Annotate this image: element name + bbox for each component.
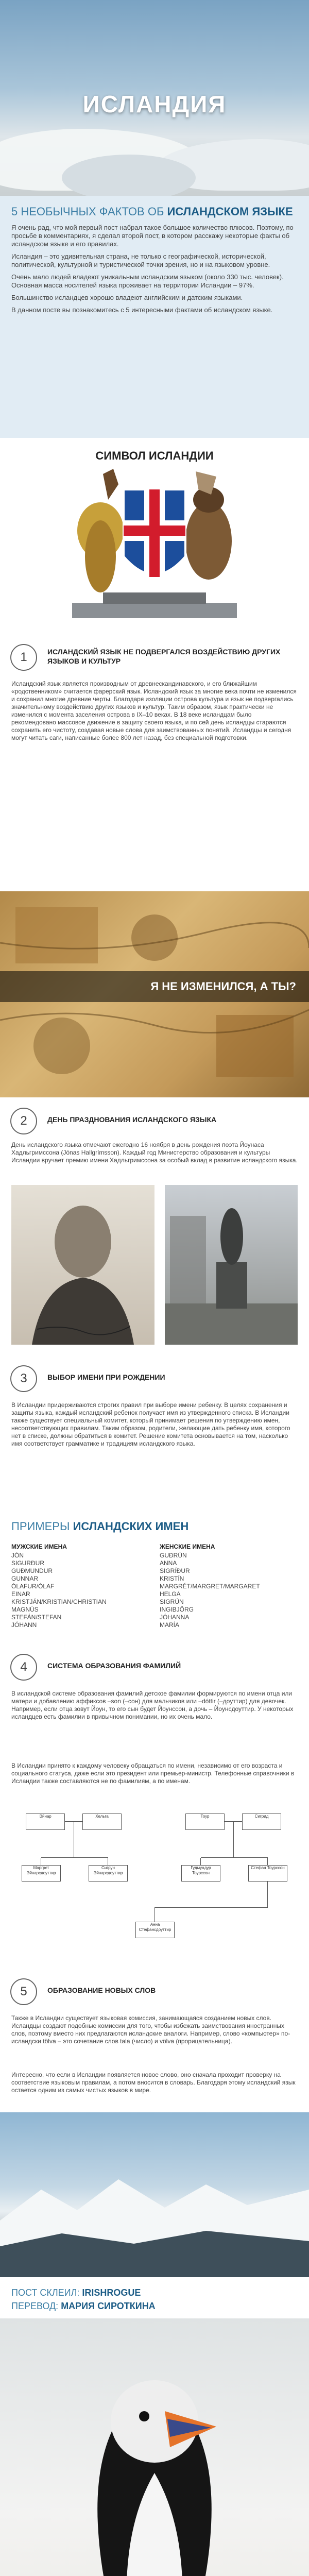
name-item: HELGA	[160, 1590, 181, 1598]
symbol-title: СИМВОЛ ИСЛАНДИИ	[95, 449, 214, 462]
tree-node: Сигрун Эйнарсдоуттир	[89, 1865, 128, 1882]
intro-heading-light: 5 НЕОБЫЧНЫХ ФАКТОВ ОБ	[11, 205, 164, 218]
name-item: INGIBJÖRG	[160, 1606, 194, 1613]
fact-5-text: Интересно, что если в Исландии появляется новое слово, оно сначала проходит проверку на соответствие языковым правилам, а потом вносится в словарь. Благодаря этому исландский язык остается одним из самых чистых языков в мире.	[11, 2071, 296, 2094]
coat-of-arms-image	[72, 469, 237, 623]
tree-node: Анна Стефансдоуттир	[135, 1922, 175, 1938]
names-heading-bold: ИСЛАНДСКИХ ИМЕН	[73, 1520, 189, 1533]
fact-5-text: Также в Исландии существует языковая комиссия, занимающаяся созданием новых слов. Исландцы создают подобные комиссии для того, чтобы избежать заимствования иностранных слов, поэтому вместо них предлагаются исландские аналоги. Например, слово «компьютер» по-исландски tölva – это сочетание слов tala (число) и völva (прорицательница).	[11, 2014, 290, 2045]
name-item: GUÐMUNDUR	[11, 1567, 53, 1574]
monument-drawing	[165, 1185, 298, 1345]
monument-image	[165, 1185, 298, 1345]
intro-heading	[11, 205, 298, 218]
intro-paragraph: В данном посте вы познакомитесь с 5 интересными фактами об исландском языке.	[11, 306, 273, 314]
name-item: GUÐRÚN	[160, 1552, 187, 1559]
portrait-image	[11, 1185, 154, 1345]
tree-connector	[41, 1857, 108, 1858]
fact-number: 2	[10, 1108, 37, 1134]
fact-title: ОБРАЗОВАНИЕ НОВЫХ СЛОВ	[47, 1986, 156, 1994]
tree-connector	[233, 1821, 234, 1857]
fact-number: 3	[10, 1365, 37, 1392]
fact-4-text: В Исландии принято к каждому человеку обращаться по имени, независимо от его возраста и социального статуса, даже если это президент или премьер-министр. Телефонные справочники в Исландии также составляются не по фамилиям, а по именам.	[11, 1762, 295, 1785]
name-item: EINAR	[11, 1590, 30, 1598]
names-heading-light: ПРИМЕРЫ	[11, 1520, 70, 1533]
puffin-drawing	[0, 2318, 309, 2576]
portrait-drawing	[11, 1185, 154, 1345]
tree-connector	[267, 1858, 268, 1865]
post-credit-author: IRISHROGUE	[82, 2287, 141, 2298]
fact-title: ДЕНЬ ПРАЗДНОВАНИЯ ИСЛАНДСКОГО ЯЗЫКА	[47, 1115, 217, 1124]
tree-connector	[201, 1857, 268, 1858]
fact-title: ИСЛАНДСКИЙ ЯЗЫК НЕ ПОДВЕРГАЛСЯ ВОЗДЕЙСТВИЮ ДРУГИХ ЯЗЫКОВ И КУЛЬТУР	[47, 648, 281, 665]
fact-title: СИСТЕМА ОБРАЗОВАНИЯ ФАМИЛИЙ	[47, 1662, 181, 1670]
intro-paragraph: Большинство исландцев хорошо владеют английским и датским языками.	[11, 294, 243, 301]
fact-number: 5	[10, 1978, 37, 2005]
fact-number: 4	[10, 1654, 37, 1681]
slogan-text: Я НЕ ИЗМЕНИЛСЯ, А ТЫ?	[150, 980, 296, 993]
fact-number: 1	[10, 644, 37, 671]
tree-connector	[154, 1907, 268, 1908]
glacier-drawing	[0, 2112, 309, 2277]
ice-shape	[62, 155, 196, 196]
female-names-column	[160, 1543, 299, 1629]
name-item: ANNA	[160, 1560, 177, 1567]
tree-node: Сигрид	[242, 1814, 281, 1830]
tree-node: Тоур	[185, 1814, 225, 1830]
post-credit-label: ПОСТ СКЛЕИЛ:	[11, 2287, 80, 2298]
family-tree-diagram	[0, 1803, 309, 1958]
name-item: GUNNAR	[11, 1575, 39, 1582]
names-heading	[11, 1520, 188, 1533]
intro-heading-bold: ИСЛАНДСКОМ ЯЗЫКЕ	[167, 205, 293, 218]
translation-credit	[11, 2301, 156, 2312]
translation-credit-label: ПЕРЕВОД:	[11, 2301, 59, 2311]
name-item: SIGURÐUR	[11, 1560, 45, 1567]
fact-5-heading	[10, 1978, 299, 2009]
intro-paragraph: Очень мало людей владеют уникальным исландским языком (около 330 тыс. человек). Основная масса носителей языка проживает на территории Исландии – 97%.	[11, 273, 284, 289]
fact-title: ВЫБОР ИМЕНИ ПРИ РОЖДЕНИИ	[47, 1373, 165, 1381]
tree-connector	[200, 1858, 201, 1865]
intro-paragraph: Исландия – это удивительная страна, не только с географической, исторической, политической, культурной и туристической точки зрения, но и на языковом уровне.	[11, 252, 270, 268]
fact-3-text: В Исландии придерживаются строгих правил при выборе имени ребенку. В целях сохранения и защиты языка, каждый исландский ребенок получает имя из утвержденного списка. В Исландии также существует специальный комитет, который принимает решения по утверждению имен, несоответствующих правилам. Таким образом, родители, желающие дать ребенку имя, которого нет в списке, должны обратиться в комитет. Решение комитета основывается на том, насколько имя соответствует грамматике и традициям исландского языка.	[11, 1401, 290, 1447]
tree-connector	[154, 1907, 155, 1922]
tree-node: Стефан Тоурссон	[248, 1865, 287, 1882]
fact-4-heading	[10, 1654, 299, 1685]
slogan-band	[0, 971, 309, 1002]
male-names-title: МУЖСКИЕ ИМЕНА	[11, 1543, 67, 1550]
intro-section	[0, 196, 309, 438]
tree-connector	[267, 1882, 268, 1907]
intro-paragraph: Я очень рад, что мой первый пост набрал такое большое количество плюсов. Поэтому, по просьбе в комментариях, я сделал второй пост, в котором расскажу некоторые факты об исландском языке и его правилах.	[11, 224, 294, 248]
fact-2-heading	[10, 1108, 299, 1139]
hero-banner	[0, 0, 309, 196]
tree-node: Эйнар	[26, 1814, 65, 1830]
fact-1-heading	[10, 644, 299, 675]
fact-4-text: В исландской системе образования фамилий детское фамилии формируются по имени отца или матери и добавлению аффиксов –son (–сон) для мальчиков или –dóttir (–доуттир) для девочек. Например, если отца зовут Йоун, то его сын будет Йоунссон, а дочь – Йоунсдоуттир. У некоторых исландцев есть фамилии в привычном понимании, но их очень мало.	[11, 1690, 294, 1720]
name-item: SIGRÚN	[160, 1598, 184, 1605]
puffin-image	[0, 2318, 309, 2576]
name-item: SIGRÍÐUR	[160, 1567, 190, 1574]
name-item: MAGNÚS	[11, 1606, 39, 1613]
tree-node: Маргрет Эйнарсдоуттир	[22, 1865, 61, 1882]
post-credit	[11, 2287, 141, 2298]
name-item: KRISTJÁN/KRISTIAN/CHRISTIAN	[11, 1598, 107, 1605]
name-item: ÓLAFUR/ÓLAF	[11, 1583, 55, 1590]
fact-3-heading	[10, 1365, 299, 1396]
tree-node: Хельга	[82, 1814, 122, 1830]
female-names-title: ЖЕНСКИЕ ИМЕНА	[160, 1543, 215, 1550]
tree-node: Гудмундур Тоурссон	[181, 1865, 220, 1882]
manuscript-image	[0, 891, 309, 1097]
name-item: JÓN	[11, 1552, 24, 1559]
translation-credit-author: МАРИЯ СИРОТКИНА	[61, 2301, 156, 2311]
glacier-image	[0, 2112, 309, 2277]
name-item: KRISTÍN	[160, 1575, 184, 1582]
fact-2-text: День исландского языка отмечают ежегодно 16 ноября в день рождения поэта Йоунаса Хадльгримссона (Jónas Hallgrímsson). Каждый год Министерство образования и культуры Исландии вручает премию имени Хадльгримссона за особый вклад в развитие исландского языка.	[11, 1141, 298, 1164]
name-item: MARGRÉT/MARGRET/MARGARET	[160, 1583, 260, 1590]
name-item: JÓHANN	[11, 1621, 37, 1629]
name-item: MARÍA	[160, 1621, 180, 1629]
male-names-column	[11, 1543, 150, 1629]
fact-1-text: Исландский язык является производным от древнескандинавского, и его ближайшим «родственником» считается фарерский язык. Исландский язык за многие века почти не изменился и сохранил многие древние черты. Благодаря изоляции острова культура и язык не подвергались значительному воздействию других языков и культур. Таким образом, язык практически не изменился с момента заселения острова в IX–10 веках. В 18 веке исландцам было рекомендовано массовое движение в защиту своего языка, и по сей день исландцы стараются сохранить его чистоту, создавая новые слова для заимствованных понятий. Исландцы и сегодня могут читать саги, написанные более 800 лет назад, без специальной подготовки.	[11, 680, 297, 741]
name-item: JÓHANNA	[160, 1614, 190, 1621]
symbol-section	[0, 438, 309, 634]
hero-title: ИСЛАНДИЯ	[82, 91, 227, 117]
name-item: STEFÁN/STEFAN	[11, 1614, 62, 1621]
